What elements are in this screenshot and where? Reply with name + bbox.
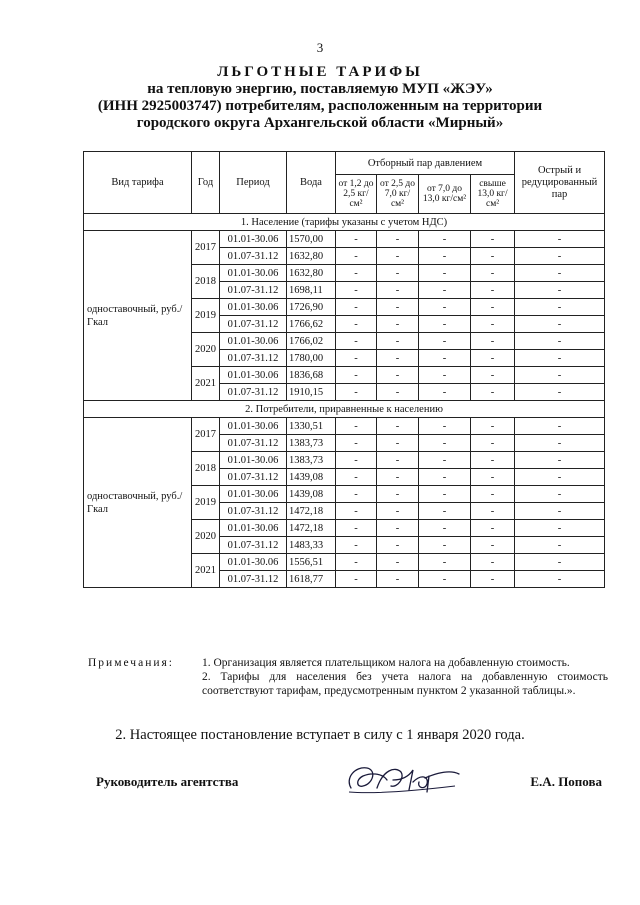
steam-cell: -: [377, 554, 419, 571]
steam-cell: -: [336, 520, 377, 537]
sharp-steam-cell: -: [515, 571, 605, 588]
steam-cell: -: [377, 333, 419, 350]
sharp-steam-cell: -: [515, 503, 605, 520]
period-cell: 01.01-30.06: [220, 333, 287, 350]
steam-cell: -: [419, 333, 471, 350]
year-cell: 2019: [192, 299, 220, 333]
steam-cell: -: [471, 384, 515, 401]
period-cell: 01.07-31.12: [220, 350, 287, 367]
header-steam: Отборный пар давлением: [336, 152, 515, 175]
period-cell: 01.01-30.06: [220, 367, 287, 384]
period-cell: 01.07-31.12: [220, 469, 287, 486]
header-steam-1: от 1,2 до 2,5 кг/см²: [336, 175, 377, 214]
year-cell: 2020: [192, 333, 220, 367]
steam-cell: -: [419, 265, 471, 282]
steam-cell: -: [471, 248, 515, 265]
title-main: ЛЬГОТНЫЕ ТАРИФЫ: [217, 64, 423, 80]
steam-cell: -: [471, 367, 515, 384]
sharp-steam-cell: -: [515, 367, 605, 384]
steam-cell: -: [336, 452, 377, 469]
period-cell: 01.07-31.12: [220, 282, 287, 299]
steam-cell: -: [471, 282, 515, 299]
steam-cell: -: [419, 367, 471, 384]
steam-cell: -: [471, 503, 515, 520]
steam-cell: -: [419, 571, 471, 588]
steam-cell: -: [419, 503, 471, 520]
water-cell: 1836,68: [287, 367, 336, 384]
steam-cell: -: [336, 231, 377, 248]
water-cell: 1383,73: [287, 435, 336, 452]
water-cell: 1472,18: [287, 520, 336, 537]
title-line-3: (ИНН 2925003747) потребителям, расположенным на территории: [97, 98, 543, 114]
sharp-steam-cell: -: [515, 265, 605, 282]
sharp-steam-cell: -: [515, 350, 605, 367]
steam-cell: -: [471, 231, 515, 248]
water-cell: 1472,18: [287, 503, 336, 520]
year-cell: 2021: [192, 554, 220, 588]
steam-cell: -: [336, 265, 377, 282]
steam-cell: -: [377, 384, 419, 401]
steam-cell: -: [419, 537, 471, 554]
steam-cell: -: [377, 231, 419, 248]
table-row: [84, 231, 605, 248]
sharp-steam-cell: -: [515, 486, 605, 503]
year-cell: 2020: [192, 520, 220, 554]
steam-cell: -: [419, 282, 471, 299]
header-steam-4: свыше 13,0 кг/см²: [471, 175, 515, 214]
sharp-steam-cell: -: [515, 316, 605, 333]
steam-cell: -: [471, 469, 515, 486]
steam-cell: -: [419, 486, 471, 503]
water-cell: 1780,00: [287, 350, 336, 367]
handwritten-signature: [343, 758, 463, 800]
sharp-steam-cell: -: [515, 435, 605, 452]
signatory-name: Е.А. Попова: [530, 774, 602, 789]
steam-cell: -: [419, 469, 471, 486]
steam-cell: -: [471, 435, 515, 452]
steam-cell: -: [377, 503, 419, 520]
steam-cell: -: [336, 571, 377, 588]
period-cell: 01.01-30.06: [220, 554, 287, 571]
sharp-steam-cell: -: [515, 333, 605, 350]
steam-cell: -: [336, 248, 377, 265]
steam-cell: -: [336, 486, 377, 503]
sharp-steam-cell: -: [515, 554, 605, 571]
steam-cell: -: [471, 486, 515, 503]
year-cell: 2017: [192, 418, 220, 452]
water-cell: 1570,00: [287, 231, 336, 248]
steam-cell: -: [336, 350, 377, 367]
period-cell: 01.01-30.06: [220, 265, 287, 282]
steam-cell: -: [336, 282, 377, 299]
period-cell: 01.01-30.06: [220, 486, 287, 503]
steam-cell: -: [471, 418, 515, 435]
year-cell: 2021: [192, 367, 220, 401]
steam-cell: -: [471, 316, 515, 333]
steam-cell: -: [377, 265, 419, 282]
steam-cell: -: [336, 418, 377, 435]
header-water: Вода: [287, 152, 336, 214]
steam-cell: -: [471, 554, 515, 571]
water-cell: 1698,11: [287, 282, 336, 299]
steam-cell: -: [377, 469, 419, 486]
sharp-steam-cell: -: [515, 248, 605, 265]
period-cell: 01.01-30.06: [220, 299, 287, 316]
water-cell: 1632,80: [287, 248, 336, 265]
tariffs-table-body: [84, 214, 605, 588]
page-number: 3: [316, 40, 324, 55]
document-title: [0, 64, 640, 132]
water-cell: 1556,51: [287, 554, 336, 571]
sharp-steam-cell: -: [515, 520, 605, 537]
notes: [88, 656, 608, 698]
steam-cell: -: [377, 282, 419, 299]
tariffs-table: [83, 151, 605, 588]
period-cell: 01.07-31.12: [220, 571, 287, 588]
period-cell: 01.07-31.12: [220, 537, 287, 554]
steam-cell: -: [419, 299, 471, 316]
period-cell: 01.01-30.06: [220, 418, 287, 435]
period-cell: 01.07-31.12: [220, 384, 287, 401]
header-sharp-steam: Острый и редуцированный пар: [515, 152, 605, 214]
water-cell: 1439,08: [287, 486, 336, 503]
table-row: [84, 418, 605, 435]
steam-cell: -: [336, 316, 377, 333]
steam-cell: -: [471, 350, 515, 367]
period-cell: 01.01-30.06: [220, 452, 287, 469]
steam-cell: -: [377, 537, 419, 554]
title-line-2: на тепловую энергию, поставляемую МУП «ЖЭУ»: [147, 81, 493, 97]
steam-cell: -: [336, 503, 377, 520]
year-cell: 2018: [192, 265, 220, 299]
steam-cell: -: [336, 537, 377, 554]
sharp-steam-cell: -: [515, 299, 605, 316]
steam-cell: -: [419, 316, 471, 333]
steam-cell: -: [419, 248, 471, 265]
steam-cell: -: [471, 265, 515, 282]
steam-cell: -: [471, 333, 515, 350]
sharp-steam-cell: -: [515, 537, 605, 554]
steam-cell: -: [377, 248, 419, 265]
notes-label: Примечания:: [88, 657, 174, 669]
steam-cell: -: [336, 435, 377, 452]
period-cell: 01.01-30.06: [220, 520, 287, 537]
steam-cell: -: [377, 367, 419, 384]
note-item-1: 1. Организация является плательщиком налога на добавленную стоимость.: [202, 657, 570, 669]
steam-cell: -: [419, 452, 471, 469]
water-cell: 1383,73: [287, 452, 336, 469]
header-steam-3: от 7,0 до 13,0 кг/см²: [419, 175, 471, 214]
water-cell: 1766,62: [287, 316, 336, 333]
signatory-role: Руководитель агентства: [96, 774, 239, 789]
steam-cell: -: [377, 350, 419, 367]
steam-cell: -: [419, 520, 471, 537]
year-cell: 2017: [192, 231, 220, 265]
sharp-steam-cell: -: [515, 384, 605, 401]
steam-cell: -: [377, 435, 419, 452]
water-cell: 1483,33: [287, 537, 336, 554]
water-cell: 1330,51: [287, 418, 336, 435]
header-tariff-type: Вид тарифа: [84, 152, 192, 214]
period-cell: 01.01-30.06: [220, 231, 287, 248]
tariff-type-cell: одноставочный, руб./Гкал: [84, 418, 192, 588]
sharp-steam-cell: -: [515, 452, 605, 469]
water-cell: 1632,80: [287, 265, 336, 282]
steam-cell: -: [336, 367, 377, 384]
steam-cell: -: [336, 333, 377, 350]
steam-cell: -: [377, 486, 419, 503]
water-cell: 1910,15: [287, 384, 336, 401]
steam-cell: -: [471, 299, 515, 316]
water-cell: 1618,77: [287, 571, 336, 588]
header-steam-2: от 2,5 до 7,0 кг/см²: [377, 175, 419, 214]
steam-cell: -: [377, 571, 419, 588]
steam-cell: -: [471, 520, 515, 537]
steam-cell: -: [336, 384, 377, 401]
period-cell: 01.07-31.12: [220, 316, 287, 333]
steam-cell: -: [336, 554, 377, 571]
sharp-steam-cell: -: [515, 282, 605, 299]
steam-cell: -: [419, 435, 471, 452]
sharp-steam-cell: -: [515, 231, 605, 248]
steam-cell: -: [377, 452, 419, 469]
water-cell: 1766,02: [287, 333, 336, 350]
steam-cell: -: [336, 299, 377, 316]
title-line-4: городского округа Архангельской области «Мирный»: [136, 115, 504, 131]
period-cell: 01.07-31.12: [220, 503, 287, 520]
steam-cell: -: [419, 350, 471, 367]
section-title: 1. Население (тарифы указаны с учетом НДС): [84, 214, 605, 231]
steam-cell: -: [419, 384, 471, 401]
steam-cell: -: [419, 418, 471, 435]
steam-cell: -: [377, 299, 419, 316]
tariff-type-cell: одноставочный, руб./Гкал: [84, 231, 192, 401]
year-cell: 2018: [192, 452, 220, 486]
signature-block: [96, 772, 602, 812]
steam-cell: -: [419, 554, 471, 571]
note-item-2: 2. Тарифы для населения без учета налога на добавленную стоимость соответствуют тарифам, предусмотренным пунктом 2 указанной таблицы.».: [202, 671, 608, 697]
steam-cell: -: [471, 537, 515, 554]
steam-cell: -: [471, 571, 515, 588]
steam-cell: -: [471, 452, 515, 469]
steam-cell: -: [419, 231, 471, 248]
sharp-steam-cell: -: [515, 469, 605, 486]
header-period: Период: [220, 152, 287, 214]
water-cell: 1726,90: [287, 299, 336, 316]
steam-cell: -: [336, 469, 377, 486]
year-cell: 2019: [192, 486, 220, 520]
steam-cell: -: [377, 316, 419, 333]
water-cell: 1439,08: [287, 469, 336, 486]
steam-cell: -: [377, 520, 419, 537]
period-cell: 01.07-31.12: [220, 248, 287, 265]
section-title: 2. Потребители, приравненные к населению: [84, 401, 605, 418]
header-year: Год: [192, 152, 220, 214]
sharp-steam-cell: -: [515, 418, 605, 435]
effective-date-text: 2. Настоящее постановление вступает в силу с 1 января 2020 года.: [115, 727, 525, 743]
period-cell: 01.07-31.12: [220, 435, 287, 452]
steam-cell: -: [377, 418, 419, 435]
